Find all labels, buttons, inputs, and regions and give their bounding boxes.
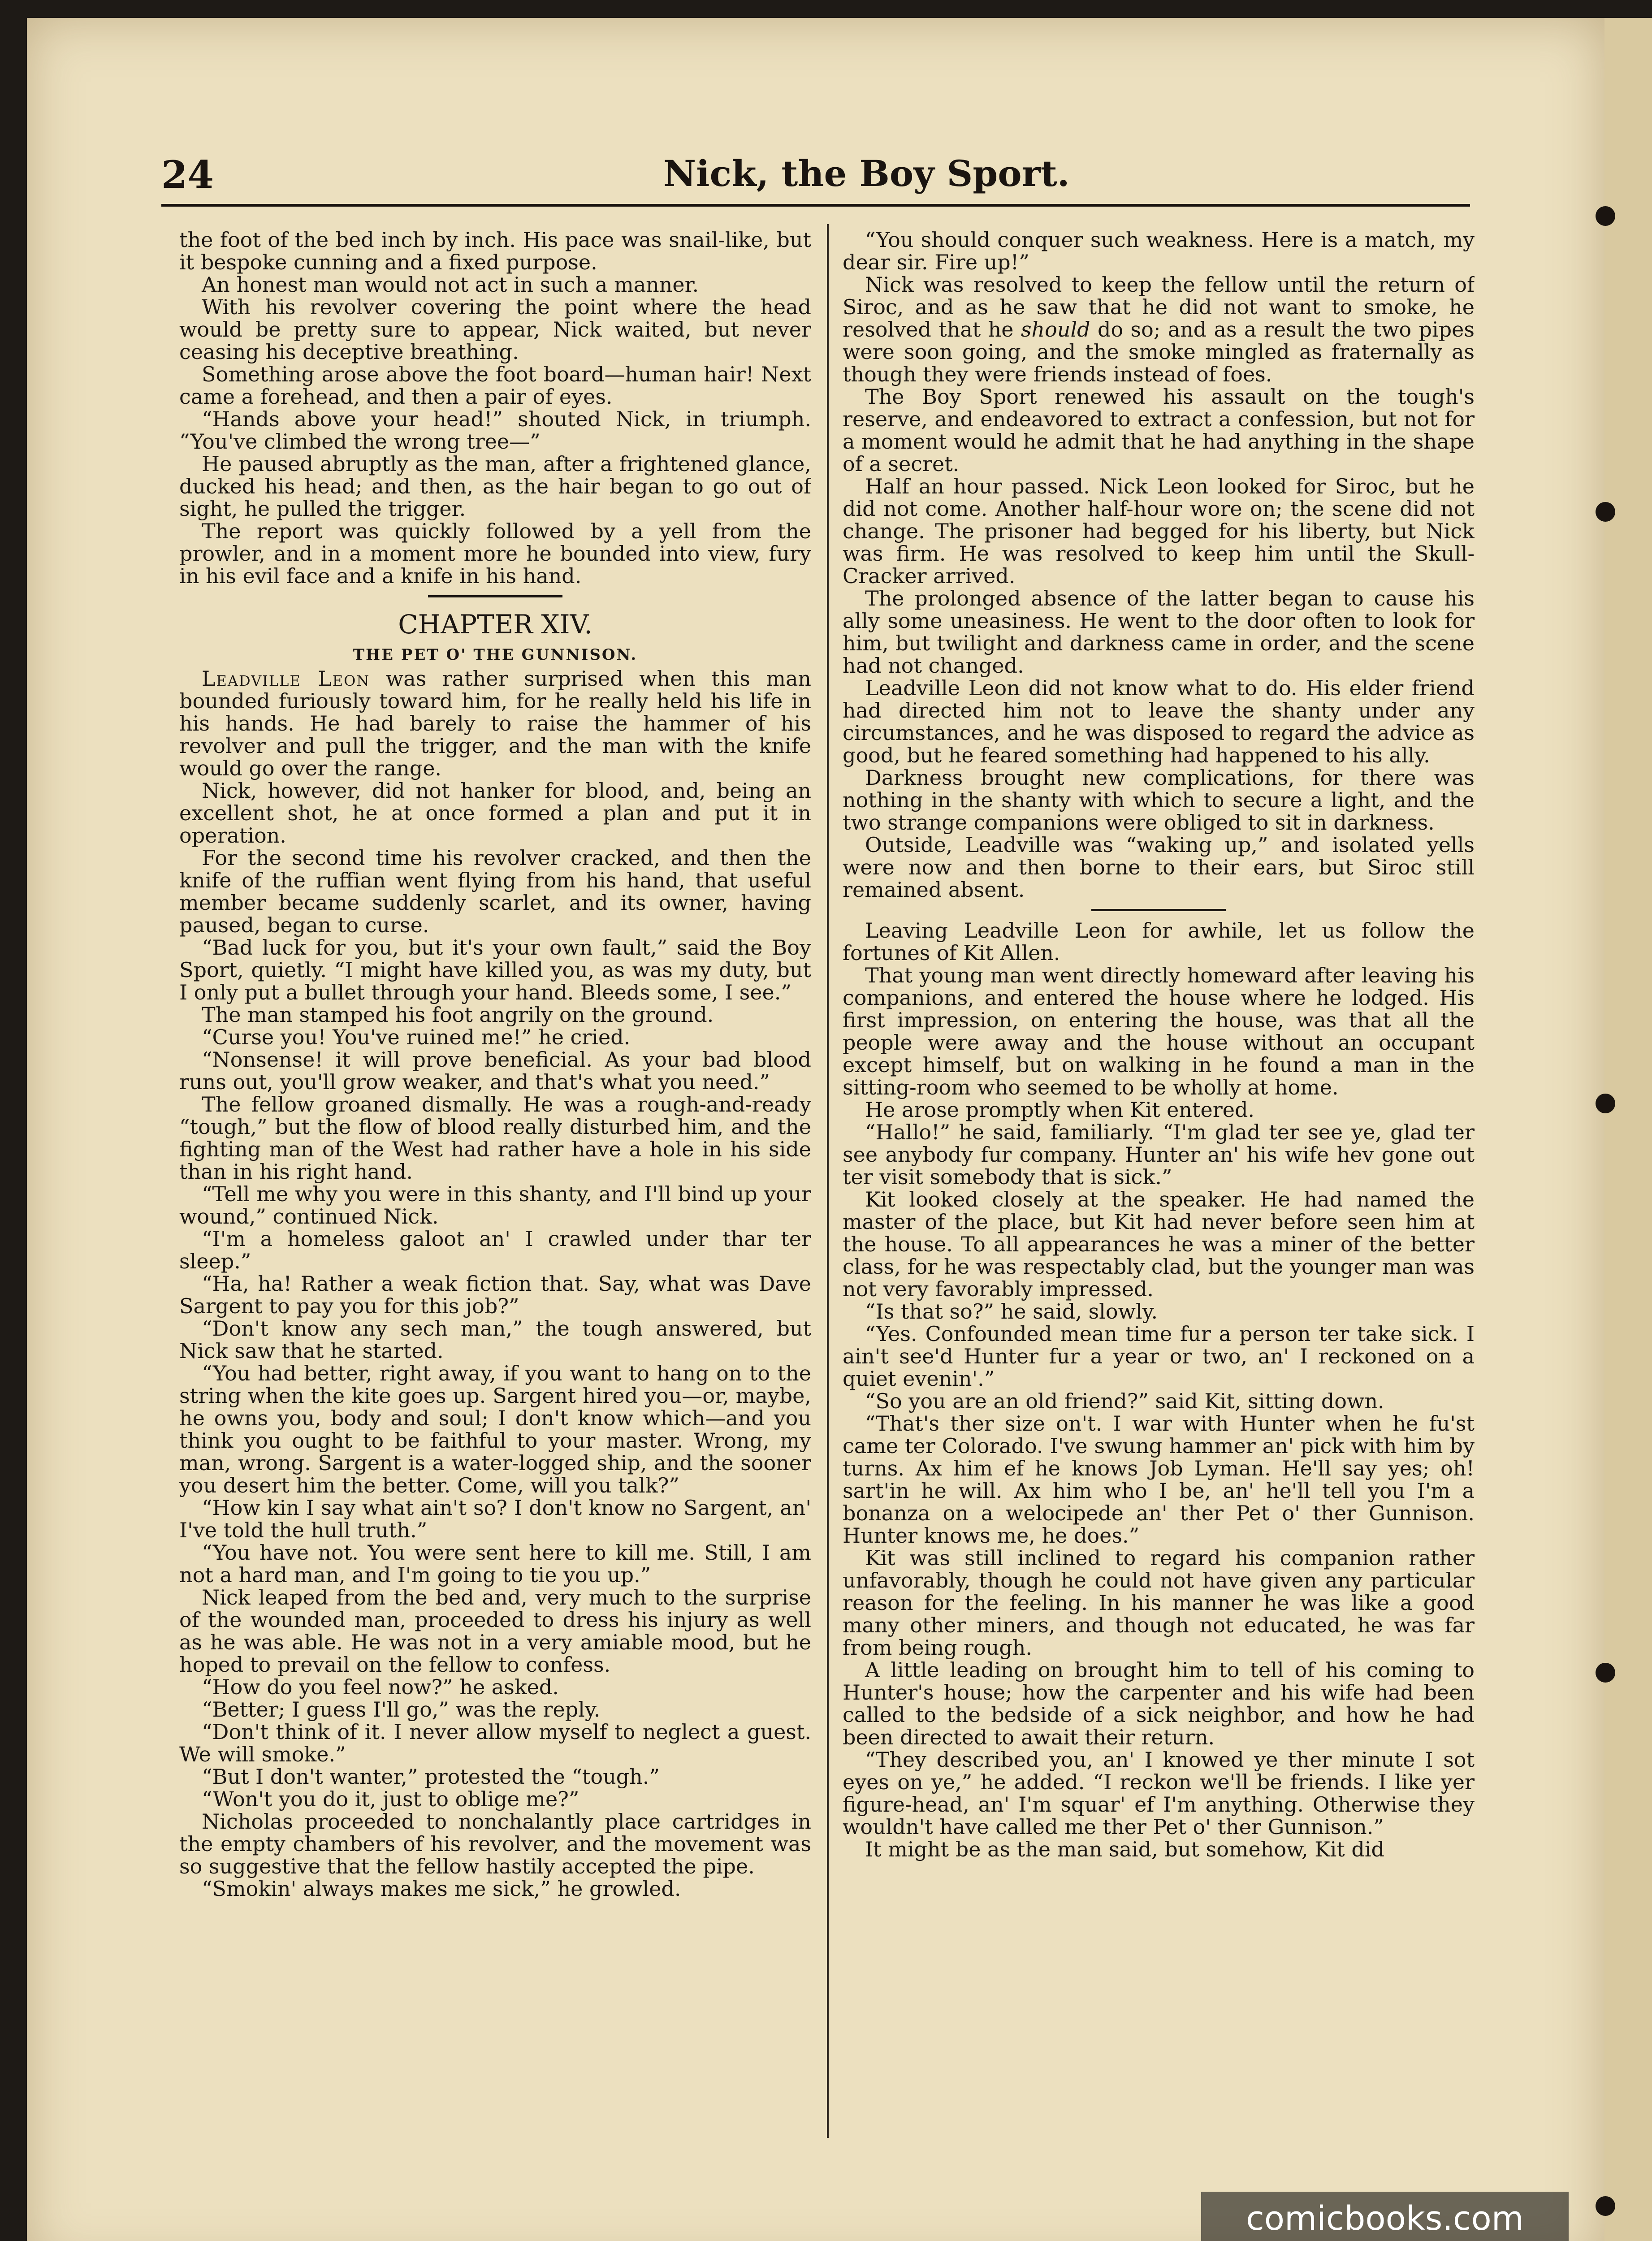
paragraph: “Don't know any sech man,” the tough answered, but Nick saw that he started.: [179, 1316, 811, 1363]
paragraph-text: Nick was resolved to keep the fellow until the return of Siroc, and as he saw that he did not want to smoke, he resolved that he: [843, 273, 1475, 342]
section-separator: [1091, 909, 1226, 911]
paragraph: He arose promptly when Kit entered.: [865, 1098, 1255, 1122]
paragraph: Leaving Leadville Leon for awhile, let us follow the fortunes of Kit Allen.: [843, 918, 1475, 965]
paragraph: With his revolver covering the point where the head would be pretty sure to appear, Nick waited, but never ceasing his deceptive breathing.: [179, 295, 811, 364]
paragraph: “Yes. Confounded mean time fur a person ter take sick. I ain't see'd Hunter fur a year or two, an' I reckoned on a quiet evenin'.”: [843, 1322, 1475, 1391]
watermark: comicbooks.com: [1201, 2192, 1569, 2241]
paragraph: Kit was still inclined to regard his companion rather unfavorably, though he could not have given any particular reason for the feeling. In his manner he was like a good many other miners, and though not educated, he was far from being rough.: [843, 1546, 1475, 1660]
paragraph: [843, 273, 1475, 385]
running-title: Nick, the Boy Sport.: [663, 152, 1070, 195]
page-number: 24: [161, 152, 214, 197]
paragraph: The man stamped his foot angrily on the ground.: [202, 1003, 714, 1027]
section-separator: [428, 595, 562, 597]
binding-hole: [1596, 206, 1615, 226]
paragraph: Nick leaped from the bed and, very much to the surprise of the wounded man, proceeded to dress his injury as well as he was able. He was not in a very amiable mood, but he hoped to prevail on the fellow to confess.: [179, 1585, 811, 1677]
paragraph: Nicholas proceeded to nonchalantly place cartridges in the empty chambers of his revolver, and the movement was so suggestive that the fellow hastily accepted the pipe.: [179, 1809, 811, 1878]
paragraph: Half an hour passed. Nick Leon looked for Siroc, but he did not come. Another half-hour wore on; the scene did not change. The prisoner had begged for his liberty, but Nick was firm. He was resolved to keep him until the Skull-Cracker arrived.: [843, 474, 1475, 588]
chapter-title: CHAPTER XIV.: [398, 609, 592, 640]
lead-in-name: Leadville Leon: [202, 666, 370, 691]
paragraph: the foot of the bed inch by inch. His pace was snail-like, but it bespoke cunning and a fixed purpose.: [179, 229, 811, 274]
paragraph-text: was rather surprised when this man bounded furiously toward him, for he really held his life in his hands. He had barely to raise the hammer of his revolver and pull the trigger, and the man with the knife would go over the range.: [179, 666, 811, 780]
right-column: [843, 229, 1475, 2138]
paragraph: The fellow groaned dismally. He was a rough-and-ready “tough,” but the flow of blood really disturbed him, and the fighting man of the West had rather have a hole in his side than in his right hand.: [179, 1092, 811, 1184]
paragraph: An honest man would not act in such a manner.: [202, 273, 699, 297]
paragraph: “How do you feel now?” he asked.: [202, 1675, 559, 1699]
paragraph: It might be as the man said, but somehow, Kit did: [865, 1837, 1385, 1861]
binding-hole: [1596, 1094, 1615, 1113]
paragraph: “Ha, ha! Rather a weak fiction that. Say, what was Dave Sargent to pay you for this job?”: [179, 1272, 811, 1318]
paragraph: For the second time his revolver cracked, and then the knife of the ruffian went flying from his hand, that useful member became suddenly scarlet, and its owner, having paused, began to curse.: [179, 846, 811, 937]
header-rule: [161, 204, 1470, 207]
paragraph: “Hallo!” he said, familiarly. “I'm glad ter see ye, glad ter see anybody fur company. Hunter an' his wife hev gone out ter visit somebody that is sick.”: [843, 1120, 1475, 1189]
chapter-subtitle: THE PET O' THE GUNNISON.: [353, 646, 638, 664]
emphasis-text: should: [1021, 317, 1090, 342]
paragraph: The report was quickly followed by a yell from the prowler, and in a moment more he bounded into view, fury in his evil face and a knife in his hand.: [179, 519, 811, 588]
paragraph: That young man went directly homeward after leaving his companions, and entered the house where he lodged. His first impression, on entering the house, was that all the people were away and the house without an occupant except himself, but on walking in he found a man in the sitting-room who seemed to be wholly at home.: [843, 963, 1475, 1099]
paragraph: “They described you, an' I knowed ye ther minute I sot eyes on ye,” he added. “I reckon we'll be friends. I like yer figure-head, an' I'm squar' ef I'm anything. Otherwise they wouldn't have called me ther Pet o' ther Gunnison.”: [843, 1748, 1475, 1839]
paragraph: “Better; I guess I'll go,” was the reply.: [202, 1697, 601, 1722]
paragraph: A little leading on brought him to tell of his coming to Hunter's house; how the carpenter and his wife had been called to the bedside of a sick neighbor, and how he had been directed to await their return.: [843, 1658, 1475, 1749]
paragraph: “That's ther size on't. I war with Hunter when he fu'st came ter Colorado. I've swung hammer an' pick with him by turns. Ax him ef he knows Job Lyman. He'll say yes; oh! sart'in he will. Ax him who I be, an' he'll tell you I'm a bonanza on a welocipede an' ther Pet o' ther Gunnison. Hunter knows me, he does.”: [843, 1411, 1475, 1548]
paragraph: “Curse you! You've ruined me!” he cried.: [202, 1025, 631, 1049]
paragraph: He paused abruptly as the man, after a frightened glance, ducked his head; and then, as the hair began to go out of sight, he pulled the trigger.: [179, 452, 811, 521]
paragraph: Darkness brought new complications, for there was nothing in the shanty with which to secure a light, and the two strange companions were obliged to sit in darkness.: [843, 766, 1475, 835]
paragraph: “How kin I say what ain't so? I don't know no Sargent, an' I've told the hull truth.”: [179, 1496, 811, 1542]
column-divider: [827, 224, 829, 2138]
paragraph: “But I don't wanter,” protested the “tough.”: [202, 1765, 660, 1789]
paragraph: Something arose above the foot board—human hair! Next came a forehead, and then a pair of eyes.: [179, 362, 811, 409]
binding-hole: [1596, 502, 1615, 522]
paragraph: “So you are an old friend?” said Kit, sitting down.: [865, 1389, 1384, 1413]
paragraph: “Nonsense! it will prove beneficial. As your bad blood runs out, you'll grow weaker, and that's what you need.”: [179, 1047, 811, 1094]
paragraph: “Bad luck for you, but it's your own fault,” said the Boy Sport, quietly. “I might have killed you, as was my duty, but I only put a bullet through your hand. Bleeds some, I see.”: [179, 935, 811, 1004]
paragraph: “Hands above your head!” shouted Nick, in triumph. “You've climbed the wrong tree—”: [179, 407, 811, 454]
paragraph: “Won't you do it, just to oblige me?”: [202, 1787, 579, 1811]
paragraph-text: do so; and as a result the two pipes were soon going, and the smoke mingled as fraternally as though they were friends instead of foes.: [843, 317, 1475, 386]
paragraph: The prolonged absence of the latter began to cause his ally some uneasiness. He went to the door often to look for him, but twilight and darkness came in order, and the scene had not changed.: [843, 586, 1475, 678]
paragraph: Nick, however, did not hanker for blood, and, being an excellent shot, he at once formed a plan and put it in operation.: [179, 779, 811, 848]
paragraph: “I'm a homeless galoot an' I crawled under thar ter sleep.”: [179, 1227, 811, 1273]
paragraph: “Tell me why you were in this shanty, and I'll bind up your wound,” continued Nick.: [179, 1182, 811, 1229]
page-header: [161, 148, 1470, 206]
paragraph: Outside, Leadville was “waking up,” and isolated yells were now and then borne to their ears, but Siroc still remained absent.: [843, 833, 1475, 902]
paragraph: “You have not. You were sent here to kill me. Still, I am not a hard man, and I'm going to tie you up.”: [179, 1540, 811, 1587]
next-page-edge: [1604, 18, 1652, 2241]
paragraph: Leadville Leon did not know what to do. His elder friend had directed him not to leave the shanty under any circumstances, and he was disposed to regard the advice as good, but he feared something had happened to his ally.: [843, 676, 1475, 767]
paragraph: “Is that so?” he said, slowly.: [865, 1299, 1158, 1324]
paragraph: “You had better, right away, if you want to hang on to the string when the kite goes up. Sargent hired you—or, maybe, he owns you, body and soul; I don't know which—and you think you ought to be faithful to your master. Wrong, my man, wrong. Sargent is a water-logged ship, and the sooner you desert him the better. Come, will you talk?”: [179, 1361, 811, 1497]
left-column: [179, 229, 811, 2138]
paragraph: “Don't think of it. I never allow myself to neglect a guest. We will smoke.”: [179, 1720, 811, 1766]
paragraph: Kit looked closely at the speaker. He had named the master of the place, but Kit had never before seen him at the house. To all appearances he was a miner of the better class, for he was respectably clad, but the younger man was not very favorably impressed.: [843, 1187, 1475, 1301]
paragraph: “Smokin' always makes me sick,” he growled.: [202, 1877, 681, 1901]
paragraph: The Boy Sport renewed his assault on the tough's reserve, and endeavored to extract a confession, but not for a moment would he admit that he had anything in the shape of a secret.: [843, 385, 1475, 476]
paragraph: [179, 667, 811, 779]
paragraph: “You should conquer such weakness. Here is a match, my dear sir. Fire up!”: [843, 229, 1475, 274]
binding-hole: [1596, 1663, 1615, 1683]
binding-hole: [1596, 2196, 1615, 2216]
